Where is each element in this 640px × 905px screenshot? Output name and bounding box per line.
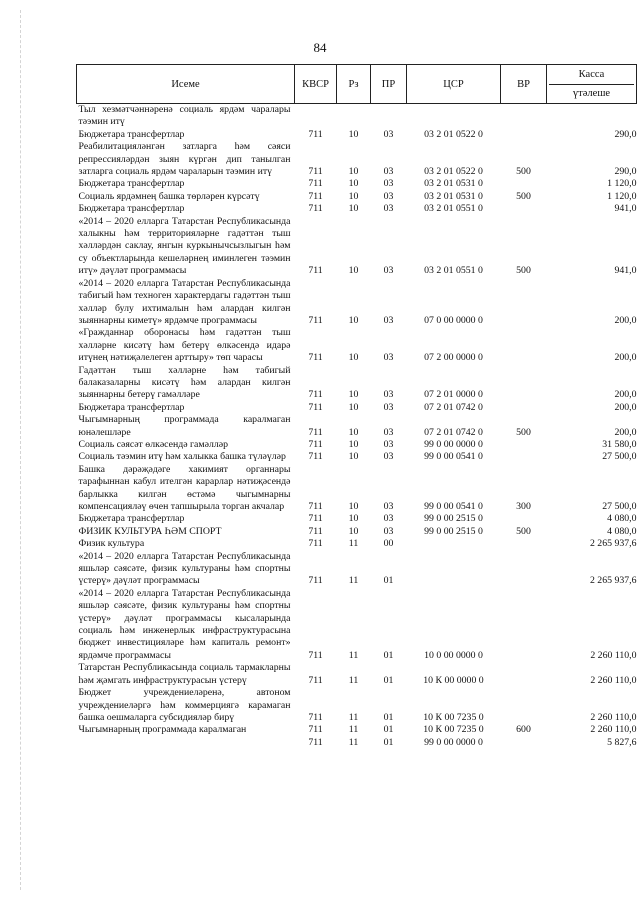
table-row <box>77 513 637 525</box>
cell-sum: 290,0 <box>614 128 637 140</box>
cell-kvsr: 711 <box>308 190 323 202</box>
cell-rz: 10 <box>348 401 359 413</box>
cell-sum: 941,0 <box>614 265 637 277</box>
cell-sum: 5 827,6 <box>607 736 637 748</box>
cell-name: Чыгымнарның программада каралмаган юнәлешләре <box>78 414 291 438</box>
cell-csr: 07 2 01 0000 0 <box>424 389 483 401</box>
cell-name: Гадәттән тыш хәлләрне һәм табигый балаказаларны кисәтү һәм алардан килгән зыяннарны бетерү гамәлләре <box>78 364 291 401</box>
cell-vr <box>501 451 547 463</box>
cell-pr: 03 <box>383 314 394 326</box>
table-row <box>77 327 637 364</box>
cell-kvsr: 711 <box>308 711 323 723</box>
cell-name: «2014 – 2020 елларга Татарстан Республикасында яшьләр сәясәте, физик культураны һәм спортны үстерү» дәүләт программасы <box>78 550 291 587</box>
cell-pr: 03 <box>383 525 394 537</box>
table-row <box>77 365 637 402</box>
cell-name: «Гражданнар оборонасы һәм гадәттән тыш хәлләрне кисәтү һәм бетерү өлкәсендә идарә итүнең нәтиҗәлелеген арттыру» төп чарасы <box>78 327 291 364</box>
cell-rz: 11 <box>348 724 359 736</box>
cell-csr: 07 0 00 0000 0 <box>424 314 483 326</box>
cell-sum: 200,0 <box>614 352 637 364</box>
cell-csr <box>407 104 501 129</box>
cell-pr: 03 <box>383 501 394 512</box>
col-header-vr: ВР <box>501 65 547 104</box>
cell-csr: 99 0 00 0000 0 <box>424 438 483 450</box>
cell-rz: 10 <box>348 426 359 438</box>
cell-pr: 01 <box>383 736 394 748</box>
table-row <box>77 538 637 550</box>
cell-sum: 4 080,0 <box>607 525 637 537</box>
cell-vr <box>501 278 547 328</box>
cell-rz: 10 <box>348 352 359 364</box>
cell-vr <box>501 203 547 215</box>
cell-name: «2014 – 2020 елларга Татарстан Республикасында яшьләр сәясәте, физик культураны һәм спортны үстерү» дәүләт программасы кысаларында социаль һәм инженерлык инфраструктурасына бюджет инвестицияләре һәм капиталь ремонт» ярдәмче программасы <box>78 587 291 661</box>
cell-pr: 03 <box>383 265 394 277</box>
cell-csr: 99 0 00 2515 0 <box>424 513 483 525</box>
table-header-row <box>77 65 637 104</box>
col-header-sum-line1: Касса <box>578 69 605 80</box>
cell-sum: 1 120,0 <box>607 178 637 190</box>
cell-sum: 2 260 110,0 <box>590 674 637 686</box>
cell-pr: 03 <box>383 451 394 463</box>
table-row <box>77 141 637 178</box>
table-row <box>77 551 637 588</box>
cell-name: «2014 – 2020 елларга Татарстан Республикасында халыкны һәм территорияләрне гадәттән тыш хәлләрдән саклау, янгын куркынычсызлыгын һәм су объектларында кешеләрнең иминлеген тәэмин итү» дәүләт программасы <box>78 215 291 277</box>
cell-kvsr: 711 <box>308 525 323 537</box>
cell-csr: 10 К 00 7235 0 <box>423 711 484 723</box>
cell-csr <box>407 551 501 588</box>
cell-kvsr: 711 <box>308 426 323 438</box>
cell-rz: 10 <box>348 190 359 202</box>
cell-kvsr: 711 <box>308 166 323 178</box>
cell-vr <box>501 538 547 550</box>
cell-vr <box>501 327 547 364</box>
cell-name: Бюджет учреждениеләренә, автоном учреждениеләргә һәм коммерциягә карамаган башка оешмаларга субсидияләр бирү <box>78 687 291 723</box>
table-row <box>77 687 637 724</box>
cell-name: Бюджетара трансфертлар <box>78 401 185 413</box>
cell-kvsr: 711 <box>308 438 323 450</box>
cell-csr: 10 К 00 7235 0 <box>423 724 484 736</box>
cell-rz: 10 <box>348 265 359 277</box>
cell-pr: 01 <box>383 649 394 661</box>
table-row <box>77 191 637 203</box>
cell-name: Реабилитацияләнгән затларга һәм сәяси репрессияләрдән зыян күргән дип танылган затларга социаль ярдәм чараларын тәэмин итү <box>78 141 291 178</box>
cell-csr: 03 2 01 0522 0 <box>424 166 483 178</box>
page-number: 84 <box>313 40 327 55</box>
cell-name: Бюджетара трансфертлар <box>78 128 185 140</box>
cell-vr: 300 <box>516 501 531 512</box>
table-row <box>77 203 637 215</box>
cell-csr: 03 2 01 0531 0 <box>424 178 483 190</box>
cell-sum: 4 080,0 <box>607 513 637 525</box>
cell-rz: 10 <box>348 389 359 401</box>
cell-name: Чыгымнарның программада каралмаган <box>78 724 247 736</box>
table-row <box>77 178 637 190</box>
cell-kvsr: 711 <box>308 649 323 661</box>
cell-kvsr: 711 <box>308 538 323 550</box>
cell-pr: 03 <box>383 513 394 525</box>
table-row <box>77 737 637 749</box>
cell-name: Социаль сәясәт өлкәсендә гамәлләр <box>78 438 228 450</box>
cell-rz: 11 <box>348 711 359 723</box>
cell-vr: 500 <box>516 426 531 438</box>
cell-kvsr: 711 <box>308 401 323 413</box>
table-row <box>77 588 637 662</box>
cell-pr: 03 <box>383 190 394 202</box>
table-row <box>77 216 637 278</box>
col-header-csr: ЦСР <box>407 65 501 104</box>
cell-kvsr: 711 <box>308 575 323 587</box>
cell-pr: 03 <box>383 401 394 413</box>
scan-margin-line <box>20 10 21 890</box>
cell-csr: 99 0 00 0541 0 <box>424 451 483 463</box>
cell-vr: 500 <box>516 265 531 277</box>
cell-pr: 03 <box>383 203 394 215</box>
table-row <box>77 414 637 439</box>
cell-sum: 941,0 <box>614 203 637 215</box>
table-row <box>77 451 637 463</box>
cell-name: ФИЗИК КУЛЬТУРА ҺӘМ СПОРТ <box>78 525 222 537</box>
cell-vr <box>501 178 547 190</box>
cell-name: «2014 – 2020 елларга Татарстан Республикасында табигый һәм техноген характердагы гадәттән тыш хәлләр булу ихтималын һәм алардан килгән зыяннарны киметү» ярдәмче программасы <box>78 277 291 326</box>
cell-csr: 10 К 00 0000 0 <box>423 674 484 686</box>
cell-name: Тыл хезмәтчәннәренә социаль ярдәм чаралары тәэмин итү <box>78 104 291 128</box>
cell-rz: 11 <box>348 538 359 550</box>
cell-name: Бюджетара трансфертлар <box>78 178 185 190</box>
cell-vr: 500 <box>516 525 531 537</box>
cell-sum: 2 260 110,0 <box>590 649 637 661</box>
table-row <box>77 129 637 141</box>
cell-vr <box>501 129 547 141</box>
cell-sum: 200,0 <box>614 389 637 401</box>
cell-kvsr: 711 <box>308 674 323 686</box>
cell-rz: 10 <box>348 525 359 537</box>
cell-sum: 2 265 937,6 <box>589 575 637 587</box>
cell-kvsr: 711 <box>308 352 323 364</box>
cell-csr: 03 2 01 0551 0 <box>424 203 483 215</box>
cell-csr: 99 0 00 0541 0 <box>424 501 483 512</box>
cell-vr: 600 <box>516 724 531 736</box>
cell-pr: 01 <box>383 575 394 587</box>
cell-kvsr: 711 <box>308 314 323 326</box>
cell-rz: 11 <box>348 575 359 587</box>
cell-vr <box>501 662 547 687</box>
col-header-kvsr: КВСР <box>295 65 337 104</box>
col-header-rz: Рз <box>337 65 371 104</box>
cell-name: Башка дәрәҗәдәге хакимият органнары тарафыннан кабул ителгән карарлар нәтиҗәсендә барлыкка килгән өстәмә чыгымнарны компенсацияләү өчен тапшырыла торган акчалар <box>78 463 291 512</box>
cell-vr <box>501 402 547 414</box>
cell-kvsr: 711 <box>308 513 323 525</box>
col-header-name: Исеме <box>77 65 295 104</box>
cell-csr: 03 2 01 0522 0 <box>424 128 483 140</box>
cell-rz: 10 <box>348 513 359 525</box>
cell-kvsr: 711 <box>308 389 323 401</box>
cell-kvsr: 711 <box>308 128 323 140</box>
cell-pr: 03 <box>383 166 394 178</box>
cell-csr: 07 2 00 0000 0 <box>424 352 483 364</box>
cell-sum: 2 260 110,0 <box>590 724 637 736</box>
cell-name: Социаль тәэмин итү һәм халыкка башка түләүләр <box>78 451 286 463</box>
cell-sum: 27 500,0 <box>602 451 637 463</box>
cell-name: Бюджетара трансфертлар <box>78 203 185 215</box>
cell-pr <box>371 104 407 129</box>
cell-sum: 1 120,0 <box>607 190 637 202</box>
cell-csr: 99 0 00 2515 0 <box>424 525 483 537</box>
cell-vr <box>501 588 547 662</box>
cell-pr: 01 <box>383 711 394 723</box>
cell-pr: 03 <box>383 178 394 190</box>
cell-sum <box>547 104 637 129</box>
cell-kvsr: 711 <box>308 724 323 736</box>
cell-rz: 10 <box>348 203 359 215</box>
cell-kvsr: 711 <box>308 501 323 512</box>
cell-csr: 03 2 01 0531 0 <box>424 190 483 202</box>
cell-vr <box>501 687 547 724</box>
cell-pr: 03 <box>383 128 394 140</box>
table-row <box>77 439 637 451</box>
cell-rz: 10 <box>348 438 359 450</box>
col-header-pr: ПР <box>371 65 407 104</box>
table-row <box>77 526 637 538</box>
cell-name: Бюджетара трансфертлар <box>78 513 185 525</box>
cell-csr: 10 0 00 0000 0 <box>424 649 483 661</box>
cell-rz: 10 <box>348 178 359 190</box>
cell-rz: 10 <box>348 451 359 463</box>
table-row <box>77 464 637 514</box>
cell-vr <box>501 365 547 402</box>
table-row <box>77 402 637 414</box>
cell-sum: 200,0 <box>614 314 637 326</box>
cell-sum: 290,0 <box>614 166 637 178</box>
cell-sum: 2 265 937,6 <box>589 538 637 550</box>
cell-csr: 99 0 00 0000 0 <box>424 736 483 748</box>
table-body <box>77 104 637 750</box>
cell-name <box>77 737 295 749</box>
cell-kvsr: 711 <box>308 178 323 190</box>
cell-sum: 200,0 <box>614 401 637 413</box>
cell-rz: 10 <box>348 128 359 140</box>
cell-vr <box>501 513 547 525</box>
table-row <box>77 662 637 687</box>
cell-sum: 200,0 <box>614 426 637 438</box>
cell-name: Татарстан Республикасында социаль тармакларны һәм җәмгать инфраструктурасын үстерү <box>78 662 291 686</box>
cell-vr <box>501 737 547 749</box>
col-header-sum-line2: үтәлеше <box>549 84 634 100</box>
cell-csr: 07 2 01 0742 0 <box>424 426 483 438</box>
cell-vr <box>501 439 547 451</box>
cell-rz: 10 <box>348 314 359 326</box>
cell-rz <box>337 104 371 129</box>
cell-rz: 10 <box>348 166 359 178</box>
cell-rz: 10 <box>348 501 359 512</box>
table-row <box>77 278 637 328</box>
cell-csr <box>407 538 501 550</box>
cell-name: Социаль ярдәмнең башка төрләрен күрсәтү <box>78 190 260 202</box>
cell-vr <box>501 104 547 129</box>
cell-pr: 03 <box>383 389 394 401</box>
cell-csr: 03 2 01 0551 0 <box>424 265 483 277</box>
cell-kvsr: 711 <box>308 265 323 277</box>
cell-pr: 01 <box>383 724 394 736</box>
cell-name: Физик культура <box>78 538 145 550</box>
cell-pr: 03 <box>383 352 394 364</box>
cell-vr <box>501 551 547 588</box>
cell-pr: 03 <box>383 438 394 450</box>
col-header-sum <box>547 65 637 104</box>
cell-pr: 03 <box>383 426 394 438</box>
cell-csr: 07 2 01 0742 0 <box>424 401 483 413</box>
cell-rz: 11 <box>348 649 359 661</box>
cell-kvsr: 711 <box>308 736 323 748</box>
budget-table <box>76 64 637 749</box>
table-row <box>77 104 637 129</box>
cell-pr: 00 <box>383 538 394 550</box>
cell-vr: 500 <box>516 190 531 202</box>
cell-pr: 01 <box>383 674 394 686</box>
cell-sum: 2 260 110,0 <box>590 711 637 723</box>
cell-rz: 11 <box>348 736 359 748</box>
cell-rz: 11 <box>348 674 359 686</box>
table-row <box>77 724 637 736</box>
cell-kvsr <box>295 104 337 129</box>
cell-sum: 31 580,0 <box>602 438 637 450</box>
cell-kvsr: 711 <box>308 451 323 463</box>
cell-sum: 27 500,0 <box>602 501 637 512</box>
cell-kvsr: 711 <box>308 203 323 215</box>
cell-vr: 500 <box>516 166 531 178</box>
